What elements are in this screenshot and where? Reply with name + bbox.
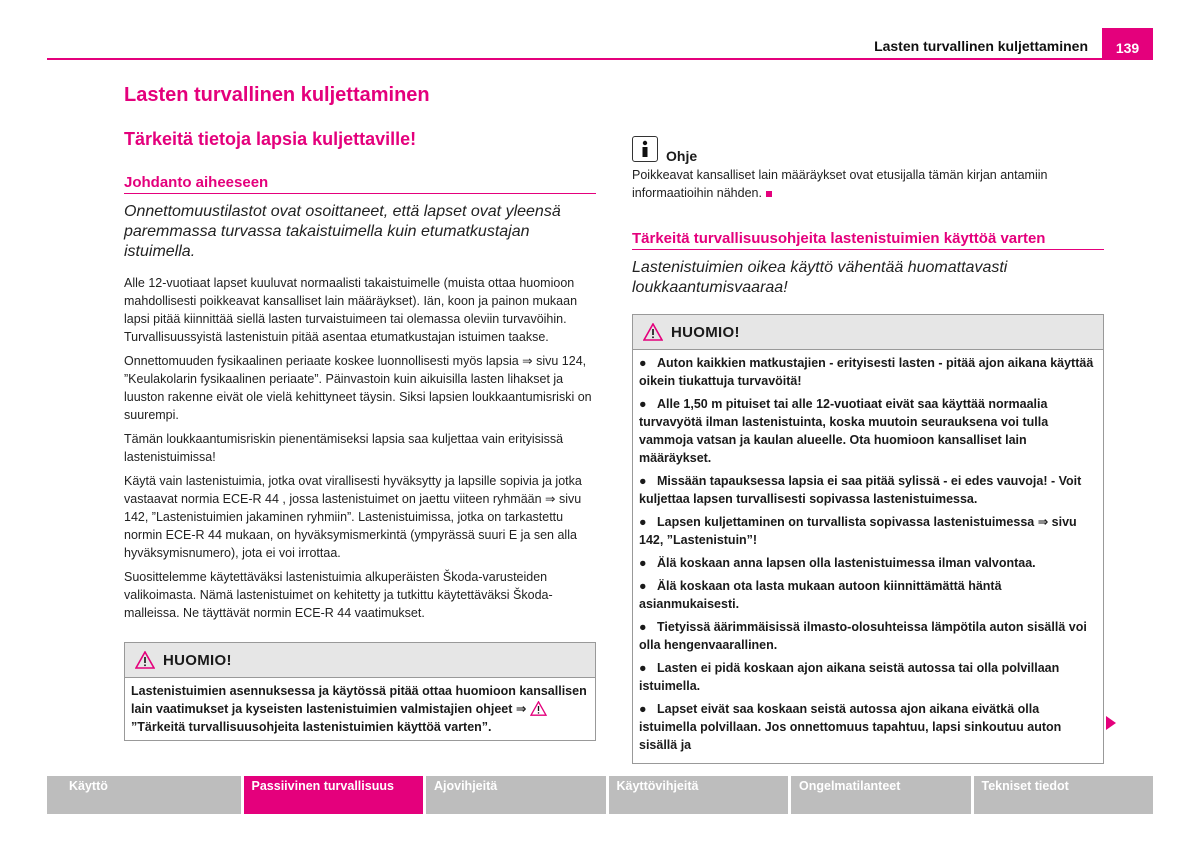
- bullet-icon: ●: [639, 474, 647, 488]
- warning-triangle-icon: [530, 701, 547, 716]
- intro-text: Lastenistuimien oikea käyttö vähentää huomattavasti loukkaantumisvaaraa!: [632, 259, 1008, 296]
- warning-item-text: Tietyissä äärimmäisissä ilmasto-olosuhteissa lämpötila auton sisällä voi olla hengenvaarallinen.: [639, 620, 1087, 652]
- info-icon: [632, 136, 658, 162]
- footer-tab-passiivinen-turvallisuus[interactable]: Passiivinen turvallisuus: [244, 776, 424, 814]
- paragraph: Onnettomuuden fysikaalinen periaate koskee luonnollisesti myös lapsia ⇒ sivu 124, ”Keulakolarin fysikaalinen periaate”. Päinvastoin kuin aikuisilla lasten lihakset ja luuston rakenne eivät ole vielä kehittyneet täysin. Siksi lapsien loukkaantumisriski on suurempi.: [124, 354, 592, 422]
- warning-body: [633, 350, 1103, 763]
- footer-tab-tekniset-tiedot[interactable]: Tekniset tiedot: [974, 776, 1154, 814]
- footer-tab-kaytto[interactable]: Käyttö: [47, 776, 241, 814]
- next-page-arrow-icon[interactable]: [1106, 716, 1116, 730]
- bullet-icon: ●: [639, 556, 647, 570]
- page-number: 139: [1102, 28, 1153, 60]
- bullet-icon: ●: [639, 579, 647, 593]
- warning-triangle-icon: [135, 651, 155, 669]
- warning-text: Lastenistuimien asennuksessa ja käytössä pitää ottaa huomioon kansallisen lain vaatimukset ja kyseisten lastenistuimien valmistajien ohjeet ⇒: [131, 684, 587, 716]
- bullet-icon: ●: [639, 620, 647, 634]
- header-rule: [47, 58, 1153, 60]
- warning-item: [639, 618, 1097, 654]
- warning-box: [632, 314, 1104, 764]
- warning-item-text: Älä koskaan anna lapsen olla lastenistuimessa ilman valvontaa.: [657, 556, 1036, 570]
- subsection-title: Johdanto aiheeseen: [124, 174, 596, 194]
- warning-item-text: Auton kaikkien matkustajien - erityisesti lasten - pitää ajon aikana käyttää oikein tiukattuja turvavöitä!: [639, 356, 1094, 388]
- warning-title: HUOMIO!: [163, 651, 232, 669]
- note-title: Ohje: [666, 148, 698, 164]
- footer-nav: [47, 776, 1153, 814]
- warning-triangle-icon: [643, 323, 663, 341]
- section-title: Tärkeitä tietoja lapsia kuljettaville!: [124, 129, 417, 149]
- warning-item: [639, 700, 1097, 754]
- footer-tab-ongelmatilanteet[interactable]: Ongelmatilanteet: [791, 776, 971, 814]
- left-column: [124, 84, 596, 741]
- warning-item: [639, 354, 1097, 390]
- warning-item: [639, 472, 1097, 508]
- end-marker: [766, 191, 772, 197]
- warning-item-text: Lapsen kuljettaminen on turvallista sopivassa lastenistuimessa ⇒ sivu 142, ”Lastenistuin”!: [639, 515, 1077, 547]
- warning-item: [639, 659, 1097, 695]
- warning-item-text: Älä koskaan ota lasta mukaan autoon kiinnittämättä häntä asianmukaisesti.: [639, 579, 1002, 611]
- bullet-icon: ●: [639, 515, 647, 529]
- note-text: [632, 166, 1104, 202]
- note-text-content: Poikkeavat kansalliset lain määräykset ovat etusijalla tämän kirjan antamiin informaatioihin nähden.: [632, 168, 1048, 200]
- paragraph: Tämän loukkaantumisriskin pienentämiseksi lapsia saa kuljettaa vain erityisissä lastenistuimissa!: [124, 432, 564, 464]
- warning-item: [639, 577, 1097, 613]
- warning-item: [639, 554, 1097, 572]
- warning-title: HUOMIO!: [671, 323, 740, 341]
- warning-item-text: Missään tapauksessa lapsia ei saa pitää sylissä - ei edes vauvoja! - Voit kuljettaa lapsen turvallisesti sopivassa lastenistuimessa.: [639, 474, 1082, 506]
- warning-item-text: Lapset eivät saa koskaan seistä autossa ajon aikana eivätkä olla istuimella polvillaan. Jos onnettomuus tapahtuu, lapsi sinkoutuu auton sisällä ja: [639, 702, 1062, 752]
- warning-item-text: Lasten ei pidä koskaan ajon aikana seistä autossa tai olla polvillaan istuimella.: [639, 661, 1060, 693]
- warning-header: [633, 315, 1103, 350]
- warning-reference: ”Tärkeitä turvallisuusohjeita lastenistuimien käyttöä varten”.: [131, 720, 492, 734]
- warning-body: [125, 678, 595, 740]
- bullet-icon: ●: [639, 397, 647, 411]
- warning-box: [124, 642, 596, 741]
- bullet-icon: ●: [639, 702, 647, 716]
- warning-item-text: Alle 1,50 m pituiset tai alle 12-vuotiaat eivät saa käyttää normaalia turvavyötä ilman lastenistuinta, koska muutoin seurauksena voi tulla vammoja vatsan ja kaulan alueelle. Ota huomioon kansalliset lain määräykset.: [639, 397, 1049, 465]
- paragraph: Suosittelemme käytettäväksi lastenistuimia alkuperäisten Škoda-varusteiden valikoimasta. Nämä lastenistuimet on kehitetty ja tutkittu käytettäväksi Škoda-malleissa. Ne täyttävät normin ECE-R 44 vaatimukset.: [124, 570, 553, 620]
- note-header: [632, 136, 1104, 162]
- running-title: Lasten turvallinen kuljettaminen: [874, 38, 1088, 54]
- bullet-icon: ●: [639, 356, 647, 370]
- warning-item: [639, 395, 1097, 467]
- footer-tab-kayttovihjeita[interactable]: Käyttövihjeitä: [609, 776, 789, 814]
- right-column: [632, 136, 1104, 764]
- paragraph: Alle 12-vuotiaat lapset kuuluvat normaalisti takaistuimelle (muista ottaa huomioon mahdollisesti poikkeavat kansalliset lain määräykset). Iän, koon ja painon mukaan lapsi pitää kiinnittää siellä lasten turvaistuimeen tai olemassa oleviin turvavöihin. Turvallisuussyistä lastenistuin pitää asentaa etumatkustajan istuimen taakse.: [124, 276, 578, 344]
- paragraph: Käytä vain lastenistuimia, jotka ovat virallisesti hyväksytty ja lapsille sopivia ja jotka vastaavat normia ECE-R 44 , jossa lastenistuimet on jaettu viiteen ryhmään ⇒ sivu 142, ”Lastenistuimien jakaminen ryhmiin”. Lastenistuimissa, jotka on tarkastettu normin ECE-R 44 mukaan, on hyväksymismerkintä (ympyrässä suuri E ja sen alla hyväksymisnumero), jota ei voi irrottaa.: [124, 474, 582, 560]
- subsection-title: Tärkeitä turvallisuusohjeita lastenistuimien käyttöä varten: [632, 230, 1104, 250]
- bullet-icon: ●: [639, 661, 647, 675]
- warning-header: [125, 643, 595, 678]
- warning-item: [639, 513, 1097, 549]
- footer-tab-ajovihjeita[interactable]: Ajovihjeitä: [426, 776, 606, 814]
- chapter-title: Lasten turvallinen kuljettaminen: [124, 84, 430, 106]
- intro-text: Onnettomuustilastot ovat osoittaneet, että lapset ovat yleensä paremmassa turvassa takaistuimella kuin etumatkustajan istuimella.: [124, 203, 561, 260]
